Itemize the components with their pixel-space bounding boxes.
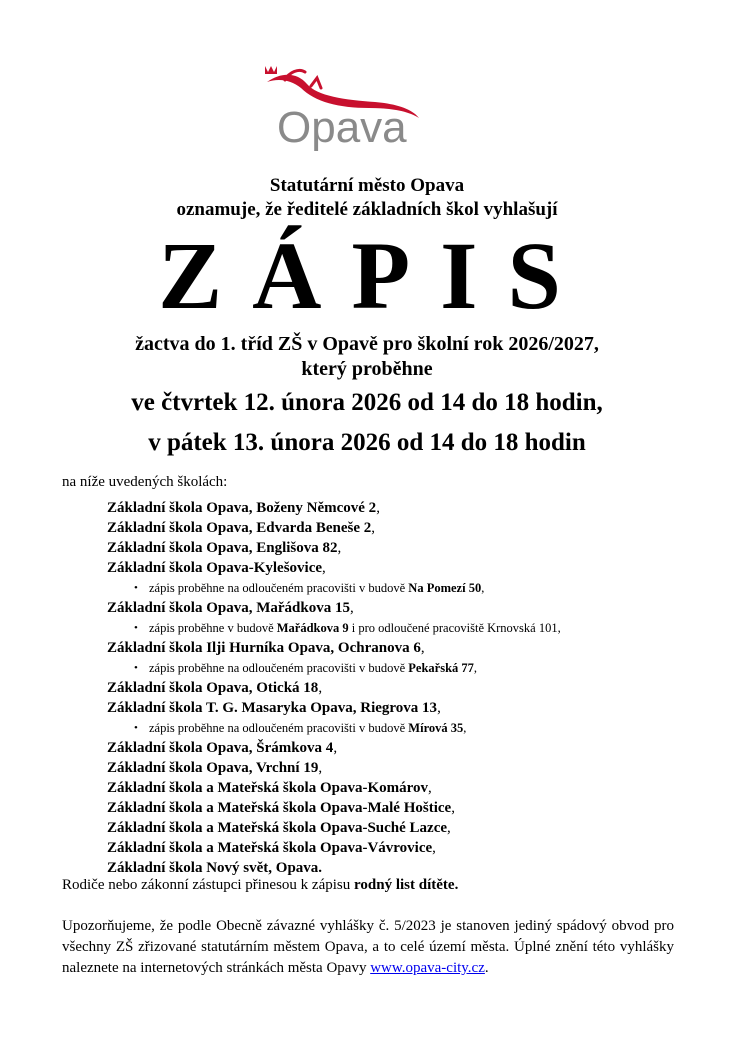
school-name: Základní škola Opava, Vrchní 19	[107, 760, 319, 776]
school-name: Základní škola Opava, Boženy Němcové 2	[107, 500, 377, 516]
school-name: Základní škola Opava-Kylešovice	[107, 560, 323, 576]
page-title: ZÁPIS	[158, 222, 591, 329]
school-item: Základní škola Opava, Vrchní 19,	[107, 760, 323, 776]
school-item: Základní škola Opava, Edvarda Beneše 2,	[107, 520, 375, 536]
school-item: Základní škola Opava, Mařádkova 15,	[107, 600, 354, 616]
school-item: Základní škola T. G. Masaryka Opava, Riegrova 13,	[107, 700, 441, 716]
school-item: Základní škola a Mateřská škola Opava-Vávrovice,	[107, 840, 436, 856]
school-name: Základní škola a Mateřská škola Opava-Komárov	[107, 780, 429, 796]
school-item: Základní škola Opava-Kylešovice,	[107, 560, 326, 576]
header-line1: Statutární město Opava	[269, 175, 465, 196]
notice-text: Upozorňujeme, že podle Obecně závazné vyhlášky č. 5/2023 je stanoven jediný spádový obvod pro všechny ZŠ zřizované statutárním městem Opava, a to celé území města. Úplné znění této vyhlášky naleznete na internetových stránkách města Opavy	[62, 918, 674, 976]
school-item: Základní škola a Mateřská škola Opava-Malé Hoštice,	[107, 800, 455, 816]
school-item	[107, 858, 707, 878]
date-friday: v pátek 13. února 2026 od 14 do 18 hodin	[148, 429, 586, 456]
school-name: Základní škola Opava, Edvarda Beneše 2	[107, 520, 372, 536]
school-name: Základní škola Opava, Šrámkova 4	[107, 740, 334, 756]
schools-intro: na níže uvedených školách:	[62, 474, 228, 490]
notice-end: .	[484, 960, 489, 976]
parents-note	[62, 877, 458, 894]
school-note: • zápis proběhne na odloučeném pracovišti v budově Pekařská 77,	[107, 658, 707, 678]
school-name: Základní škola Nový svět, Opava.	[107, 860, 323, 876]
school-name: Základní škola a Mateřská škola Opava-Vávrovice	[107, 840, 433, 856]
subtitle-line1: žactva do 1. tříd ZŠ v Opavě pro školní rok 2026/2027,	[135, 333, 599, 355]
school-name: Základní škola T. G. Masaryka Opava, Riegrova 13	[107, 700, 438, 716]
school-item: Základní škola Opava, Boženy Němcové 2,	[107, 500, 380, 516]
school-list	[107, 498, 707, 878]
notice-paragraph	[62, 916, 674, 979]
school-name: Základní škola Opava, Englišova 82	[107, 540, 338, 556]
school-note: • zápis proběhne na odloučeném pracovišti v budově Mírová 35,	[107, 718, 707, 738]
opava-logo	[255, 58, 430, 163]
logo-text: Opava	[277, 103, 407, 152]
school-note: • zápis proběhne na odloučeném pracovišti v budově Na Pomezí 50,	[107, 578, 707, 598]
school-item: Základní škola a Mateřská škola Opava-Suché Lazce,	[107, 820, 451, 836]
subtitle-line2: který proběhne	[301, 358, 433, 380]
date-thursday: ve čtvrtek 12. února 2026 od 14 do 18 hodin,	[131, 389, 603, 416]
parents-bold-text: rodný list dítěte.	[354, 877, 459, 893]
school-name: Základní škola a Mateřská škola Opava-Malé Hoštice	[107, 800, 452, 816]
school-name: Základní škola Opava, Mařádkova 15	[107, 600, 350, 616]
header-line2: oznamuje, že ředitelé základních škol vyhlašují	[176, 199, 558, 220]
school-name: Základní škola a Mateřská škola Opava-Suché Lazce	[107, 820, 448, 836]
parents-text: Rodiče nebo zákonní zástupci přinesou k zápisu	[62, 877, 355, 893]
school-name: Základní škola Opava, Otická 18	[107, 680, 319, 696]
opava-bird-logo-icon	[255, 58, 430, 163]
school-item: Základní škola Ilji Hurníka Opava, Ochranova 6,	[107, 640, 425, 656]
school-note: • zápis proběhne v budově Mařádkova 9 i pro odloučené pracoviště Krnovská 101,	[107, 618, 707, 638]
school-name: Základní škola Ilji Hurníka Opava, Ochranova 6	[107, 640, 421, 656]
school-item: Základní škola Opava, Šrámkova 4,	[107, 740, 338, 756]
school-item: Základní škola Opava, Otická 18,	[107, 680, 323, 696]
school-item: Základní škola Opava, Englišova 82,	[107, 540, 342, 556]
city-website-link[interactable]: www.opava-city.cz	[370, 960, 485, 976]
school-item: Základní škola a Mateřská škola Opava-Komárov,	[107, 780, 432, 796]
